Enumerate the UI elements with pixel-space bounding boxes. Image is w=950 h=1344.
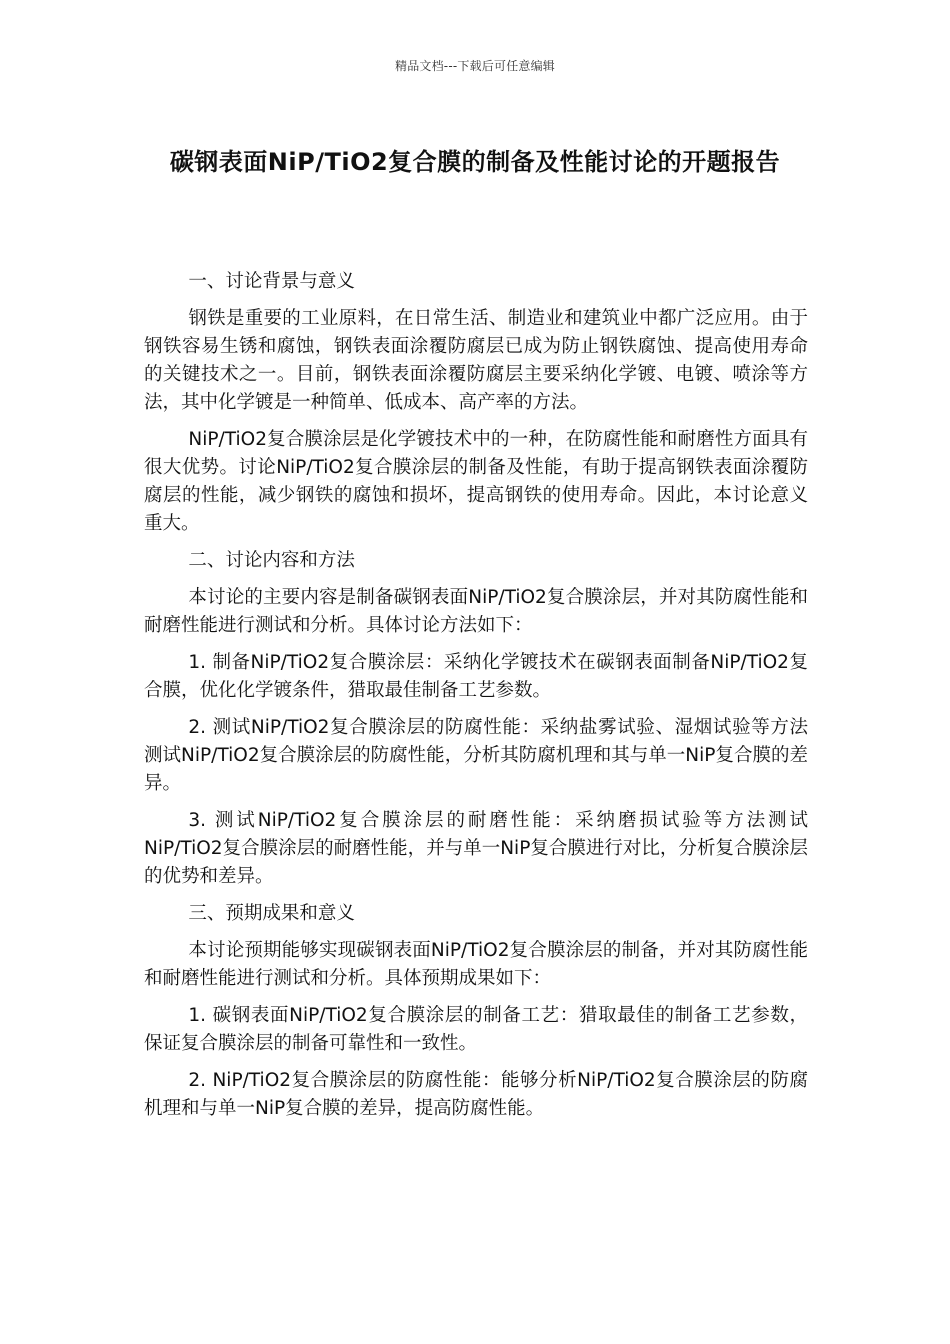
document-title: 碳钢表面NiP/TiO2复合膜的制备及性能讨论的开题报告 <box>169 148 781 176</box>
list-item: 1. 碳钢表面NiP/TiO2复合膜涂层的制备工艺：猎取最佳的制备工艺参数，保证复合膜涂层的制备可靠性和一致性。 <box>144 1005 808 1054</box>
list-item: 3. 测试NiP/TiO2复合膜涂层的耐磨性能：采纳磨损试验等方法测试NiP/TiO2复合膜涂层的耐磨性能，并与单一NiP复合膜进行对比，分析复合膜涂层的优势和差异。 <box>144 810 808 887</box>
section-heading-expected-results: 三、预期成果和意义 <box>188 903 355 924</box>
section-heading-background: 一、讨论背景与意义 <box>188 271 355 292</box>
body-paragraph: 钢铁是重要的工业原料，在日常生活、制造业和建筑业中都广泛应用。由于钢铁容易生锈和腐蚀，钢铁表面涂覆防腐层已成为防止钢铁腐蚀、提高使用寿命的关键技术之一。目前，钢铁表面涂覆防腐层主要采纳化学镀、电镀、喷涂等方法，其中化学镀是一种简单、低成本、高产率的方法。 <box>144 308 808 413</box>
document-body <box>144 268 808 1132</box>
section-heading-content-method: 二、讨论内容和方法 <box>188 550 355 571</box>
page-header: 精品文档---下载后可任意编辑 <box>395 59 555 73</box>
body-paragraph: NiP/TiO2复合膜涂层是化学镀技术中的一种，在防腐性能和耐磨性方面具有很大优势。讨论NiP/TiO2复合膜涂层的制备及性能，有助于提高钢铁表面涂覆防腐层的性能，减少钢铁的腐蚀和损坏，提高钢铁的使用寿命。因此，本讨论意义重大。 <box>144 429 808 534</box>
body-paragraph: 本讨论预期能够实现碳钢表面NiP/TiO2复合膜涂层的制备，并对其防腐性能和耐磨性能进行测试和分析。具体预期成果如下： <box>144 940 808 989</box>
list-item: 2. NiP/TiO2复合膜涂层的防腐性能：能够分析NiP/TiO2复合膜涂层的防腐机理和与单一NiP复合膜的差异，提高防腐性能。 <box>144 1070 808 1119</box>
list-item: 2. 测试NiP/TiO2复合膜涂层的防腐性能：采纳盐雾试验、湿烟试验等方法测试NiP/TiO2复合膜涂层的防腐性能，分析其防腐机理和其与单一NiP复合膜的差异。 <box>144 717 808 794</box>
body-paragraph: 本讨论的主要内容是制备碳钢表面NiP/TiO2复合膜涂层，并对其防腐性能和耐磨性能进行测试和分析。具体讨论方法如下： <box>144 587 808 636</box>
list-item: 1. 制备NiP/TiO2复合膜涂层：采纳化学镀技术在碳钢表面制备NiP/TiO2复合膜，优化化学镀条件，猎取最佳制备工艺参数。 <box>144 652 808 701</box>
